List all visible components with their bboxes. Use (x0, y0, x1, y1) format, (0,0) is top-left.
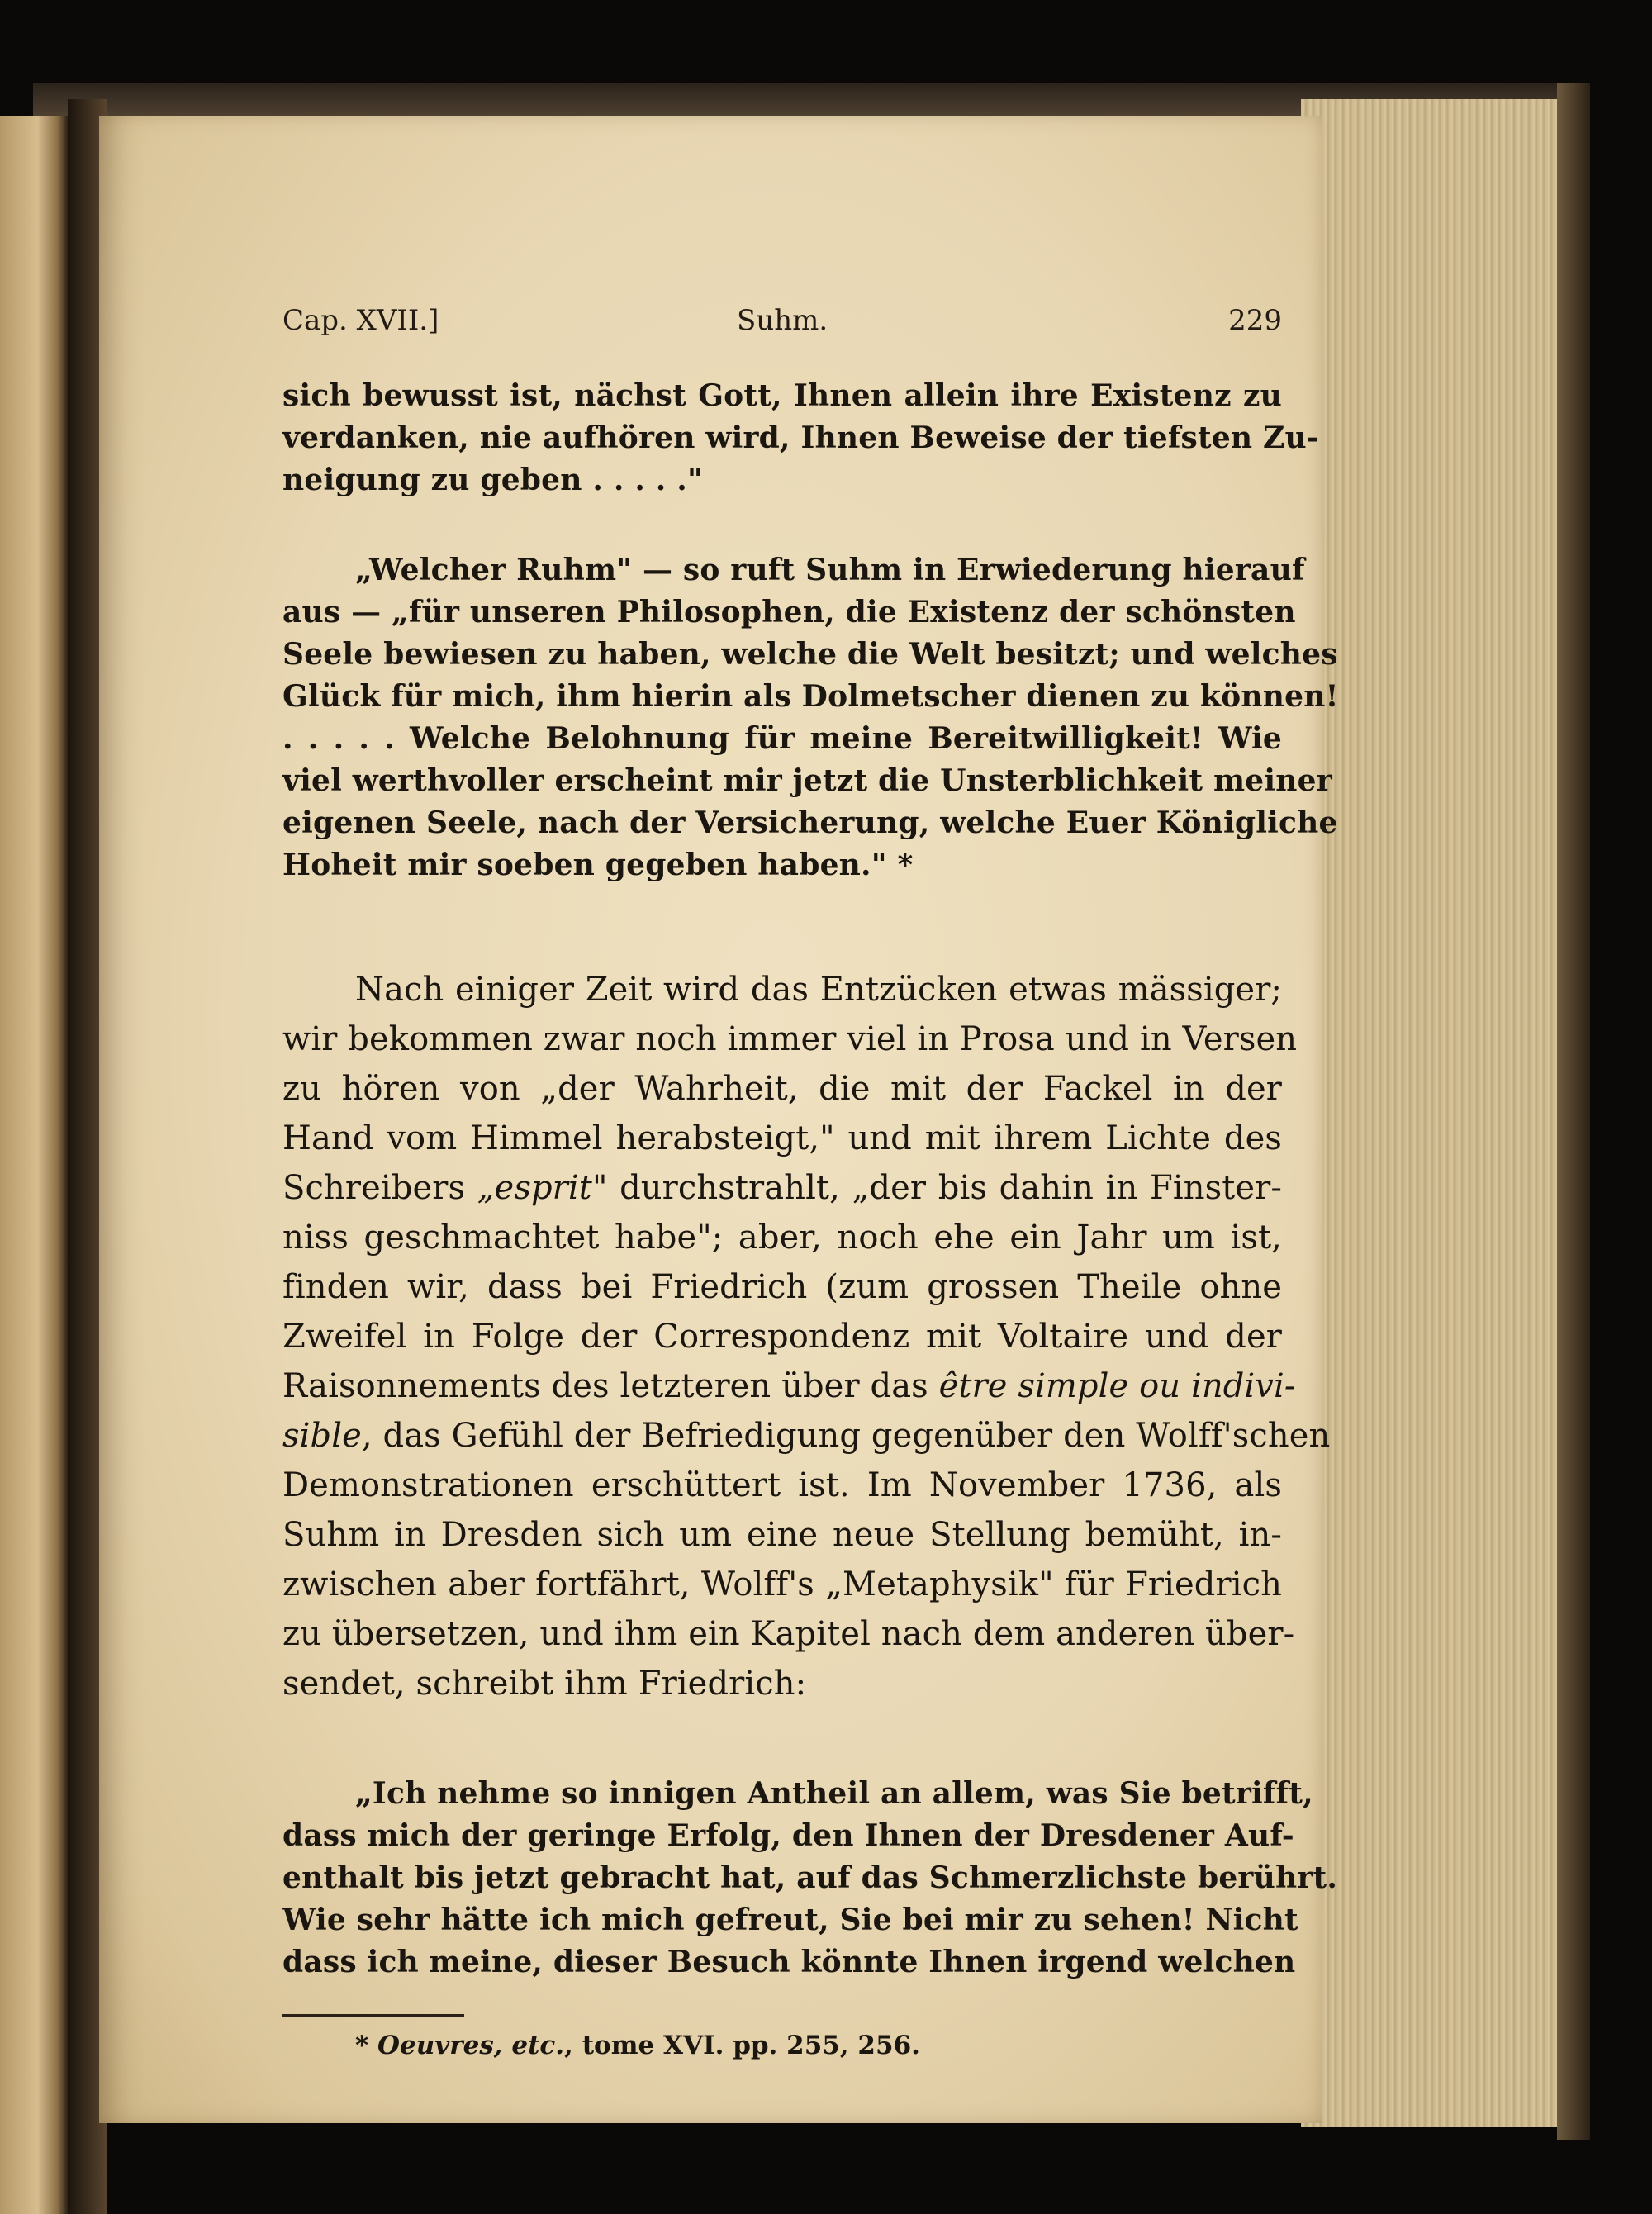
text-line: dass mich der geringe Erfolg, den Ihnen der Dresdener Auf- (282, 1818, 1294, 1853)
running-header (282, 304, 1282, 345)
text-line: niss geschmachtet habe"; aber, noch ehe ein Jahr um ist, (282, 1219, 1282, 1257)
page-fore-edge (1301, 99, 1574, 2127)
left-page-edge (0, 116, 68, 2214)
text-line: . . . . . Welche Belohnung für meine Bereitwilligkeit! Wie (282, 721, 1282, 756)
text-line: viel werthvoller erscheint mir jetzt die Unsterblichkeit meiner (282, 763, 1332, 798)
text-line: Demonstrationen erschüttert ist. Im November 1736, als (282, 1466, 1282, 1504)
text-line: sich bewusst ist, nächst Gott, Ihnen allein ihre Existenz zu (282, 378, 1282, 413)
text-segment: durchstrahlt, „der bis dahin in Finster- (607, 1169, 1282, 1207)
text-line: Seele bewiesen zu haben, welche die Welt besitzt; und welches (282, 637, 1338, 672)
text-line: Suhm in Dresden sich um eine neue Stellung bemüht, in- (282, 1516, 1282, 1554)
italic-segment: être simple ou indivi- (938, 1367, 1296, 1405)
text-line: finden wir, dass bei Friedrich (zum grossen Theile ohne (282, 1268, 1282, 1306)
text-line (282, 1417, 1331, 1455)
text-line: eigenen Seele, nach der Versicherung, welche Euer Königliche (282, 805, 1338, 840)
text-line: aus — „für unseren Philosophen, die Existenz der schönsten (282, 595, 1296, 630)
text-line: wir bekommen zwar noch immer viel in Prosa und in Versen (282, 1020, 1298, 1058)
book-cover-edge (1557, 83, 1590, 2140)
text-line (282, 1169, 1282, 1207)
text-line: verdanken, nie aufhören wird, Ihnen Beweise der tiefsten Zu- (282, 420, 1320, 455)
text-line: „Welcher Ruhm" — so ruft Suhm in Erwiederung hierauf (355, 553, 1305, 587)
chapter-label: Cap. XVII.] (282, 304, 439, 337)
italic-segment: sible (282, 1417, 362, 1455)
text-segment: Raisonnements des letzteren über das (282, 1367, 939, 1405)
text-line: zu übersetzen, und ihm ein Kapitel nach dem anderen über- (282, 1615, 1295, 1653)
page-number: 229 (1228, 304, 1282, 337)
footnote-rule (282, 2014, 464, 2017)
text-line: Nach einiger Zeit wird das Entzücken etwas mässiger; (355, 971, 1282, 1009)
text-line: Hand vom Himmel herabsteigt," und mit ihrem Lichte des (282, 1119, 1282, 1157)
footnote-reference: , tome XVI. pp. 255, 256. (564, 2031, 920, 2060)
running-title: Suhm. (737, 304, 828, 337)
book-page (99, 116, 1339, 2123)
text-line: dass ich meine, dieser Besuch könnte Ihnen irgend welchen (282, 1945, 1296, 1979)
text-line: Zweifel in Folge der Correspondenz mit Voltaire und der (282, 1318, 1282, 1356)
text-line: sendet, schreibt ihm Friedrich: (282, 1665, 807, 1703)
footnote-marker: * (355, 2031, 378, 2060)
footnote-title: Oeuvres, etc. (377, 2031, 565, 2060)
text-line: Glück für mich, ihm hierin als Dolmetscher dienen zu können! (282, 679, 1339, 714)
text-line (282, 1367, 1296, 1405)
text-line: Wie sehr hätte ich mich gefreut, Sie bei mir zu sehen! Nicht (282, 1903, 1298, 1937)
italic-segment: „esprit" (477, 1169, 608, 1207)
text-segment: Schreibers (282, 1169, 477, 1207)
text-segment: , das Gefühl der Befriedigung gegenüber den Wolff'schen (361, 1417, 1331, 1455)
text-line: zu hören von „der Wahrheit, die mit der Fackel in der (282, 1070, 1282, 1108)
text-line: neigung zu geben . . . . ." (282, 463, 703, 497)
text-line: Hoheit mir soeben gegeben haben." * (282, 848, 914, 882)
text-line: „Ich nehme so innigen Antheil an allem, was Sie betrifft, (355, 1776, 1313, 1811)
text-line: zwischen aber fortfährt, Wolff's „Metaphysik" für Friedrich (282, 1565, 1282, 1603)
text-line: enthalt bis jetzt gebracht hat, auf das Schmerzlichste berührt. (282, 1860, 1338, 1895)
footnote (355, 2031, 920, 2060)
